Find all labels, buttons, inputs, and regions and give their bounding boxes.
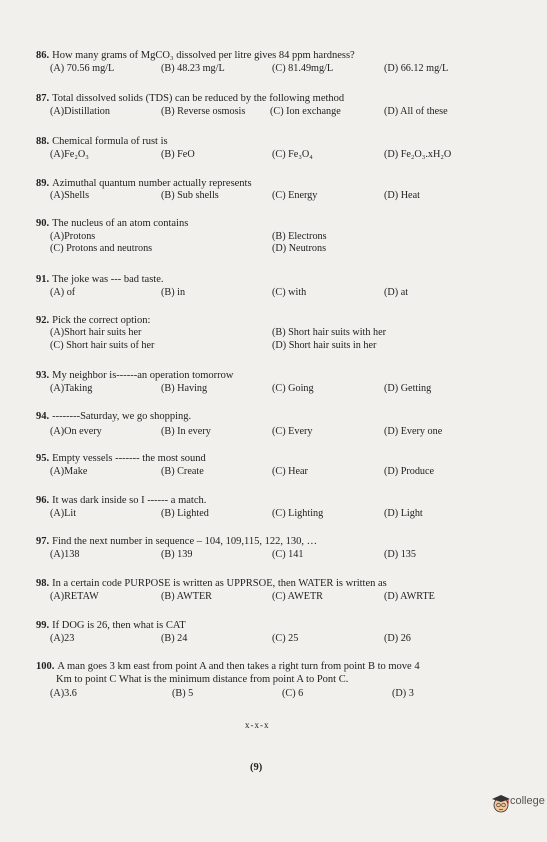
option-a: (A)RETAW xyxy=(50,591,99,602)
option-a: (A) 70.56 mg/L xyxy=(50,63,115,74)
option-a: (A)Fe₂O₃ xyxy=(50,149,89,160)
question-stem: 91. The joke was --- bad taste. xyxy=(36,274,164,285)
question-stem: 88. Chemical formula of rust is xyxy=(36,136,168,147)
option-b: (B) FeO xyxy=(161,149,195,160)
option-b: (B) Having xyxy=(161,383,208,394)
option-a: (A)Make xyxy=(50,466,88,477)
question-stem: 95. Empty vessels ------- the most sound xyxy=(36,453,206,464)
question-stem: 98. In a certain code PURPOSE is written as UPPRSOE, then WATER is written as xyxy=(36,578,387,589)
option-c: (C) with xyxy=(272,287,307,298)
option-a: (A)Short hair suits her xyxy=(50,327,142,338)
option-d: (D) Produce xyxy=(384,466,435,477)
question-stem: 93. My neighbor is------an operation tomorrow xyxy=(36,370,234,381)
question-stem-continued: Km to point C What is the minimum distance from point A to Pont C. xyxy=(56,674,349,685)
option-a: (A) of xyxy=(50,287,76,298)
question-stem: 90. The nucleus of an atom contains xyxy=(36,218,189,229)
option-d: (D) All of these xyxy=(384,106,448,117)
option-a: (A)Protons xyxy=(50,231,96,242)
option-c: (C) Protons and neutrons xyxy=(50,243,153,254)
college-logo xyxy=(490,790,547,820)
page-number: (9) xyxy=(250,762,263,773)
question-stem: 94. --------Saturday, we go shopping. xyxy=(36,411,192,422)
option-c: (C) 6 xyxy=(282,688,304,699)
question-stem: 100. A man goes 3 km east from point A and then takes a right turn from point B to move 4 xyxy=(36,661,420,672)
option-b: (B) In every xyxy=(161,426,211,437)
option-b: (B) 139 xyxy=(161,549,193,560)
option-c: (C) 81.49mg/L xyxy=(272,63,334,74)
option-b: (B) AWTER xyxy=(161,591,212,602)
option-a: (A)Lit xyxy=(50,508,77,519)
logo-text: college xyxy=(510,795,545,807)
option-c: (C) Ion exchange xyxy=(270,106,341,117)
option-b: (B) Reverse osmosis xyxy=(161,106,246,117)
question-stem: 99. If DOG is 26, then what is CAT xyxy=(36,620,186,631)
option-c: (C) Every xyxy=(272,426,313,437)
question-stem: 97. Find the next number in sequence – 104, 109,115, 122, 130, … xyxy=(36,536,318,547)
option-a: (A)Shells xyxy=(50,190,90,201)
option-d: (D) Neutrons xyxy=(272,243,327,254)
option-c: (C) Hear xyxy=(272,466,308,477)
option-b: (B) in xyxy=(161,287,186,298)
option-d: (D) Light xyxy=(384,508,423,519)
option-d: (D) Heat xyxy=(384,190,420,201)
option-c: (C) Energy xyxy=(272,190,318,201)
question-stem: 87. Total dissolved solids (TDS) can be reduced by the following method xyxy=(36,93,345,104)
option-d: (D) Fe₂O₃.xH₂O xyxy=(384,149,452,160)
option-b: (B) Short hair suits with her xyxy=(272,327,387,338)
option-d: (D) 3 xyxy=(392,688,414,699)
end-of-paper-mark: x-x-x xyxy=(245,720,270,730)
option-d: (D) Getting xyxy=(384,383,432,394)
option-a: (A)23 xyxy=(50,633,75,644)
option-b: (B) Lighted xyxy=(161,508,209,519)
option-a: (A)138 xyxy=(50,549,80,560)
option-c: (C) Short hair suits of her xyxy=(50,340,155,351)
option-a: (A)3.6 xyxy=(50,688,77,699)
question-stem: 96. It was dark inside so I ------ a match. xyxy=(36,495,207,506)
option-d: (D) 66.12 mg/L xyxy=(384,63,449,74)
option-c: (C) Lighting xyxy=(272,508,324,519)
option-a: (A)Taking xyxy=(50,383,93,394)
option-d: (D) AWRTE xyxy=(384,591,435,602)
option-c: (C) Going xyxy=(272,383,314,394)
option-d: (D) at xyxy=(384,287,409,298)
option-b: (B) 24 xyxy=(161,633,188,644)
option-b: (B) 48.23 mg/L xyxy=(161,63,225,74)
option-b: (B) 5 xyxy=(172,688,194,699)
option-c: (C) Fe₃O₄ xyxy=(272,149,313,160)
option-a: (A)On every xyxy=(50,426,102,437)
question-stem: 86. How many grams of MgCO₃ dissolved per litre gives 84 ppm hardness? xyxy=(36,50,355,61)
option-d: (D) 135 xyxy=(384,549,416,560)
option-c: (C) AWETR xyxy=(272,591,323,602)
option-b: (B) Create xyxy=(161,466,204,477)
option-b: (B) Sub shells xyxy=(161,190,219,201)
option-b: (B) Electrons xyxy=(272,231,327,242)
question-stem: 92. Pick the correct option: xyxy=(36,315,151,326)
option-c: (C) 141 xyxy=(272,549,304,560)
option-c: (C) 25 xyxy=(272,633,299,644)
option-a: (A)Distillation xyxy=(50,106,110,117)
question-stem: 89. Azimuthal quantum number actually represents xyxy=(36,178,252,189)
option-d: (D) Every one xyxy=(384,426,443,437)
option-d: (D) 26 xyxy=(384,633,411,644)
option-d: (D) Short hair suits in her xyxy=(272,340,377,351)
graduate-mascot-icon xyxy=(490,792,512,814)
